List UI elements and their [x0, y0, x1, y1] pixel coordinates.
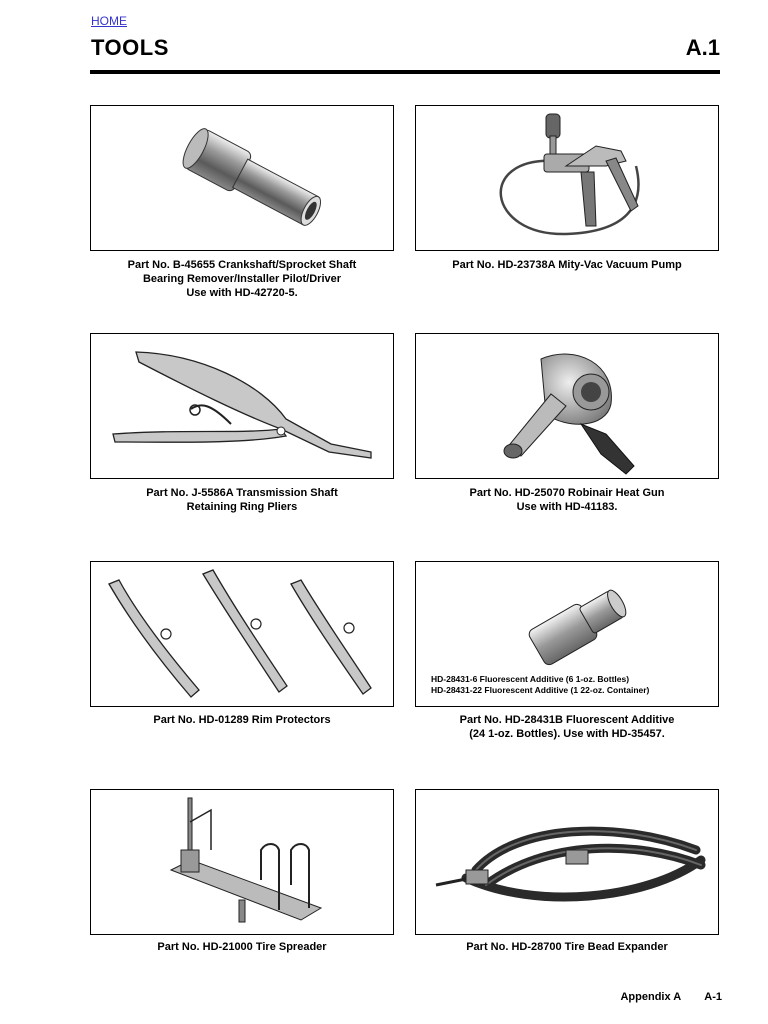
figure-vacuum-pump [415, 105, 719, 251]
figure-tire-spreader [90, 789, 394, 935]
figure-fluorescent-additive [415, 561, 719, 707]
figure-heat-gun [415, 333, 719, 479]
page-title: TOOLS [91, 35, 169, 60]
caption-fluorescent-additive: Part No. HD-28431B Fluorescent Additive (24 1-oz. Bottles). Use with HD-35457. [459, 714, 675, 740]
rim-protectors-illustration [91, 562, 395, 708]
appendix-label: Appendix A [620, 991, 682, 1003]
home-link[interactable]: HOME [91, 14, 127, 28]
caption-vacuum-pump: Part No. HD-23738A Mity-Vac Vacuum Pump [452, 259, 682, 271]
caption-tire-bead-expander: Part No. HD-28700 Tire Bead Expander [466, 941, 668, 953]
section-number: A.1 [685, 35, 720, 60]
caption-tire-spreader: Part No. HD-21000 Tire Spreader [157, 941, 327, 953]
figure-rim-protectors [90, 561, 394, 707]
caption-retaining-ring-pliers: Part No. J-5586A Transmission Shaft Retaining Ring Pliers [146, 487, 338, 513]
heat-gun-illustration [416, 334, 720, 480]
page-footer [620, 991, 722, 1003]
caption-rim-protectors: Part No. HD-01289 Rim Protectors [153, 714, 331, 726]
page-number: A-1 [704, 991, 722, 1003]
title-rule [90, 70, 720, 74]
tire-spreader-illustration [91, 790, 395, 936]
figure-retaining-ring-pliers [90, 333, 394, 479]
caption-bearing-driver: Part No. B-45655 Crankshaft/Sprocket Shaft Bearing Remover/Installer Pilot/Driver Use with HD-42720-5. [127, 259, 357, 299]
bearing-driver-illustration [91, 106, 395, 252]
additive-variants-note: HD-28431-6 Fluorescent Additive (6 1-oz. Bottles) HD-28431-22 Fluorescent Additive (1 22-oz. Container) [431, 674, 650, 695]
caption-heat-gun: Part No. HD-25070 Robinair Heat Gun Use with HD-41183. [469, 487, 665, 513]
bead-expander-illustration [416, 790, 720, 936]
figure-tire-bead-expander [415, 789, 719, 935]
pliers-illustration [91, 334, 395, 480]
vacuum-pump-illustration [416, 106, 720, 252]
figure-bearing-driver [90, 105, 394, 251]
